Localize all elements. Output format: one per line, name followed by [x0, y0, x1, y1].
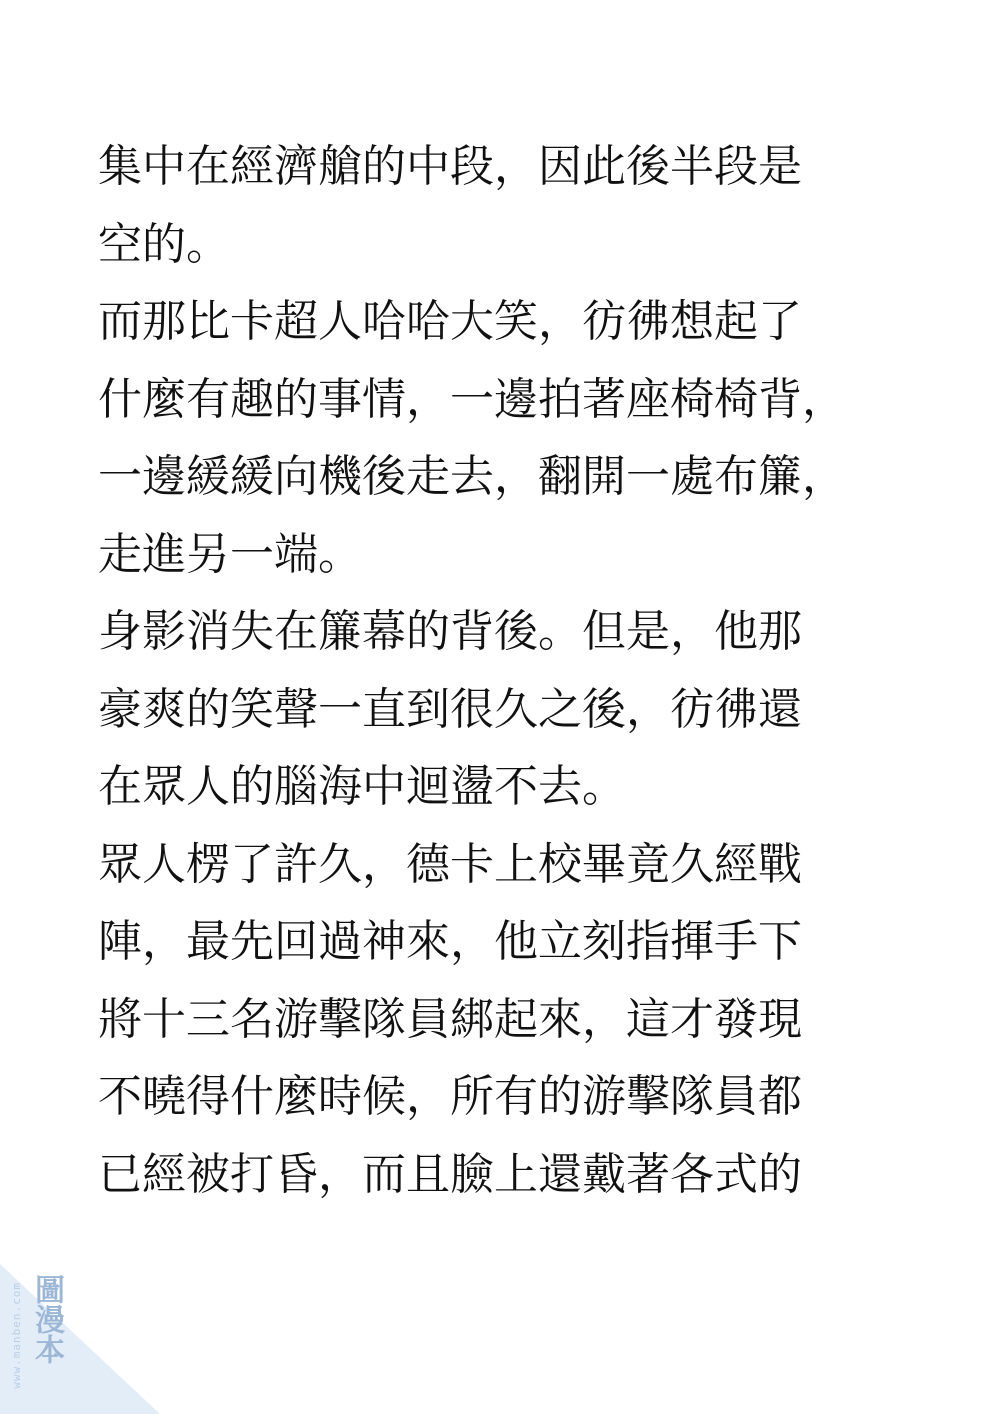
watermark-logo	[0, 1264, 160, 1414]
text-line: 已經被打昏，而且臉上還戴著各式的	[98, 1148, 802, 1200]
text-line: 在眾人的腦海中迴盪不去。	[98, 761, 626, 812]
text-line: 空的。	[98, 218, 230, 270]
watermark-url: www.manben.com	[10, 1282, 23, 1389]
text-line: 走進另一端。	[98, 528, 362, 580]
text-line: 而那比卡超人哈哈大笑，彷彿想起了	[98, 296, 802, 347]
watermark-triangle	[0, 1264, 160, 1414]
watermark-brand: 圖漫本	[29, 1274, 64, 1364]
text-line: 什麼有趣的事情，一邊拍著座椅椅背，	[98, 373, 846, 425]
text-line: 身影消失在簾幕的背後。但是，他那	[98, 606, 802, 657]
text-line: 眾人楞了許久，德卡上校畢竟久經戰	[98, 838, 802, 890]
text-line: 豪爽的笑聲一直到很久之後，彷彿還	[98, 683, 802, 735]
text-line: 一邊緩緩向機後走去，翻開一處布簾，	[98, 451, 846, 502]
body-text	[98, 128, 978, 1213]
text-line: 集中在經濟艙的中段，因此後半段是	[98, 141, 802, 192]
text-line: 不曉得什麼時候，所有的游擊隊員都	[98, 1071, 802, 1122]
text-line: 陣，最先回過神來，他立刻指揮手下	[98, 916, 802, 967]
text-line: 將十三名游擊隊員綁起來，這才發現	[98, 993, 802, 1045]
